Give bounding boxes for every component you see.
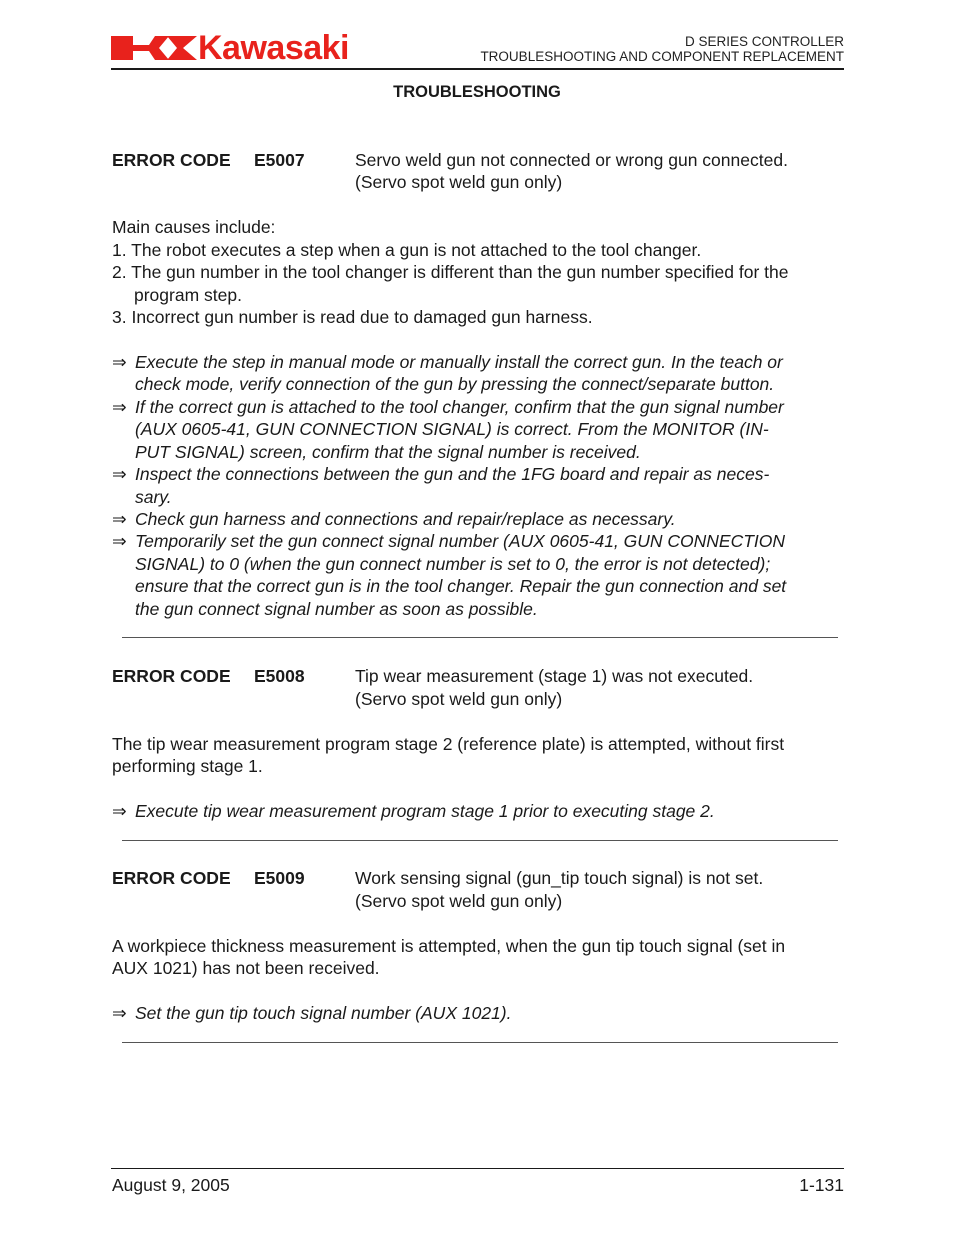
- footer-rule: [111, 1168, 844, 1169]
- section-divider: [122, 840, 838, 841]
- remedy-arrow-icon: ⇒: [112, 531, 127, 551]
- kawasaki-river-mark-icon: [111, 33, 197, 63]
- e5007-cause-2-cont: program step.: [134, 285, 242, 305]
- e5007-remedy-5-cont: ensure that the correct gun is in the tool changer. Repair the gun connection and set: [135, 576, 787, 596]
- header-series: D SERIES CONTROLLER: [684, 34, 844, 49]
- e5007-remedy-5-cont: SIGNAL) to 0 (when the gun connect number is set to 0, the error is not detected);: [135, 554, 771, 574]
- footer-date: August 9, 2005: [112, 1175, 230, 1195]
- e5007-description: Servo weld gun not connected or wrong gun connected.: [355, 150, 788, 170]
- e5007-label: ERROR CODE: [112, 150, 231, 170]
- e5009-code: E5009: [254, 868, 305, 888]
- e5009-body: A workpiece thickness measurement is attempted, when the gun tip touch signal (set in: [112, 936, 786, 956]
- e5007-remedy-1: Execute the step in manual mode or manually install the correct gun. In the teach or: [135, 352, 783, 372]
- header-rule: [111, 68, 844, 70]
- kawasaki-logo: [111, 29, 391, 67]
- e5008-remedy-1: Execute tip wear measurement program stage 1 prior to executing stage 2.: [135, 801, 715, 821]
- section-divider: [122, 1042, 838, 1043]
- remedy-arrow-icon: ⇒: [112, 464, 127, 484]
- e5008-label: ERROR CODE: [112, 666, 231, 686]
- page-title: TROUBLESHOOTING: [393, 83, 561, 101]
- e5009-description-note: (Servo spot weld gun only): [355, 891, 563, 911]
- e5007-description-note: (Servo spot weld gun only): [355, 172, 563, 192]
- e5007-remedy-5: Temporarily set the gun connect signal number (AUX 0605-41, GUN CONNECTION: [135, 531, 786, 551]
- header-section: TROUBLESHOOTING AND COMPONENT REPLACEMENT: [480, 49, 844, 64]
- remedy-arrow-icon: ⇒: [112, 352, 127, 372]
- remedy-arrow-icon: ⇒: [112, 801, 127, 821]
- e5007-code: E5007: [254, 150, 305, 170]
- e5009-label: ERROR CODE: [112, 868, 231, 888]
- e5009-remedy-1: Set the gun tip touch signal number (AUX 1021).: [135, 1003, 512, 1023]
- page-number: 1-131: [799, 1175, 844, 1195]
- e5007-cause-2: 2. The gun number in the tool changer is different than the gun number specified for the: [112, 262, 789, 282]
- e5009-body-cont: AUX 1021) has not been received.: [112, 958, 380, 978]
- remedy-arrow-icon: ⇒: [112, 509, 127, 529]
- e5008-body: The tip wear measurement program stage 2 (reference plate) is attempted, without first: [112, 734, 785, 754]
- e5009-description: Work sensing signal (gun_tip touch signal) is not set.: [355, 868, 764, 888]
- remedy-arrow-icon: ⇒: [112, 397, 127, 417]
- e5007-remedy-3-cont: sary.: [135, 487, 172, 507]
- e5008-description-note: (Servo spot weld gun only): [355, 689, 563, 709]
- e5007-remedy-2-cont: (AUX 0605-41, GUN CONNECTION SIGNAL) is correct. From the MONITOR (IN-: [135, 419, 769, 439]
- e5007-remedy-1-cont: check mode, verify connection of the gun by pressing the connect/separate button.: [135, 374, 775, 394]
- remedy-arrow-icon: ⇒: [112, 1003, 127, 1023]
- e5007-cause-3: 3. Incorrect gun number is read due to damaged gun harness.: [112, 307, 593, 327]
- e5008-description: Tip wear measurement (stage 1) was not executed.: [355, 666, 754, 686]
- e5008-body-cont: performing stage 1.: [112, 756, 263, 776]
- e5007-causes-intro: Main causes include:: [112, 217, 276, 237]
- e5007-cause-1: 1. The robot executes a step when a gun is not attached to the tool changer.: [112, 240, 702, 260]
- e5007-remedy-3: Inspect the connections between the gun and the 1FG board and repair as neces-: [135, 464, 770, 484]
- brand-name: Kawasaki: [198, 29, 349, 67]
- section-divider: [122, 637, 838, 638]
- e5007-remedy-5-cont: the gun connect signal number as soon as possible.: [135, 599, 538, 619]
- e5007-remedy-4: Check gun harness and connections and repair/replace as necessary.: [135, 509, 676, 529]
- e5007-remedy-2-cont: PUT SIGNAL) screen, confirm that the signal number is received.: [135, 442, 641, 462]
- e5007-remedy-2: If the correct gun is attached to the tool changer, confirm that the gun signal number: [135, 397, 784, 417]
- e5008-code: E5008: [254, 666, 305, 686]
